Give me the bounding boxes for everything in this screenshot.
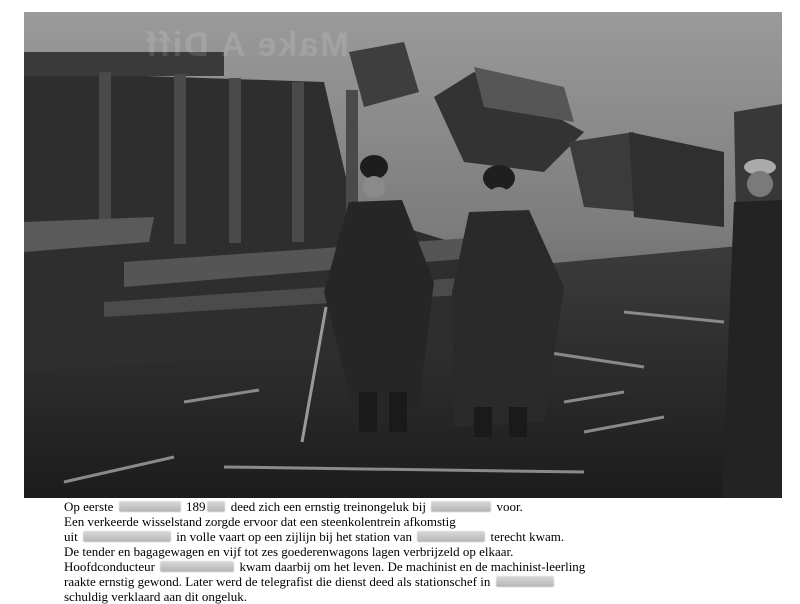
train-wreck-image <box>24 12 782 498</box>
redacted-date <box>119 501 181 512</box>
watermark-text: Make A Diff <box>144 26 349 64</box>
caption-line-5: Hoofdconducteur kwam daarbij om het leven. De machinist en de machinist-leerling <box>64 559 586 574</box>
historical-photo <box>24 12 782 498</box>
caption-line-3: uit in volle vaart op een zijlijn bij het station van terecht kwam. <box>64 529 565 544</box>
redacted-town <box>496 576 554 587</box>
redacted-place <box>431 501 491 512</box>
redacted-station <box>417 531 485 542</box>
photo-caption <box>64 499 784 604</box>
redacted-name <box>160 561 234 572</box>
redacted-origin <box>83 531 171 542</box>
caption-line-4: De tender en bagagewagen en vijf tot zes goederenwagons lagen verbrijzeld op elkaar. <box>64 544 514 559</box>
redacted-year-digit <box>207 501 225 512</box>
caption-line-2: Een verkeerde wisselstand zorgde ervoor dat een steenkolentrein afkomstig <box>64 514 456 529</box>
caption-line-6: raakte ernstig gewond. Later werd de telegrafist die dienst deed als stationschef in <box>64 574 784 589</box>
caption-line-7: schuldig verklaard aan dit ongeluk. <box>64 589 248 604</box>
caption-line-1: Op eerste 189 deed zich een ernstig treinongeluk bij voor. <box>64 499 523 514</box>
